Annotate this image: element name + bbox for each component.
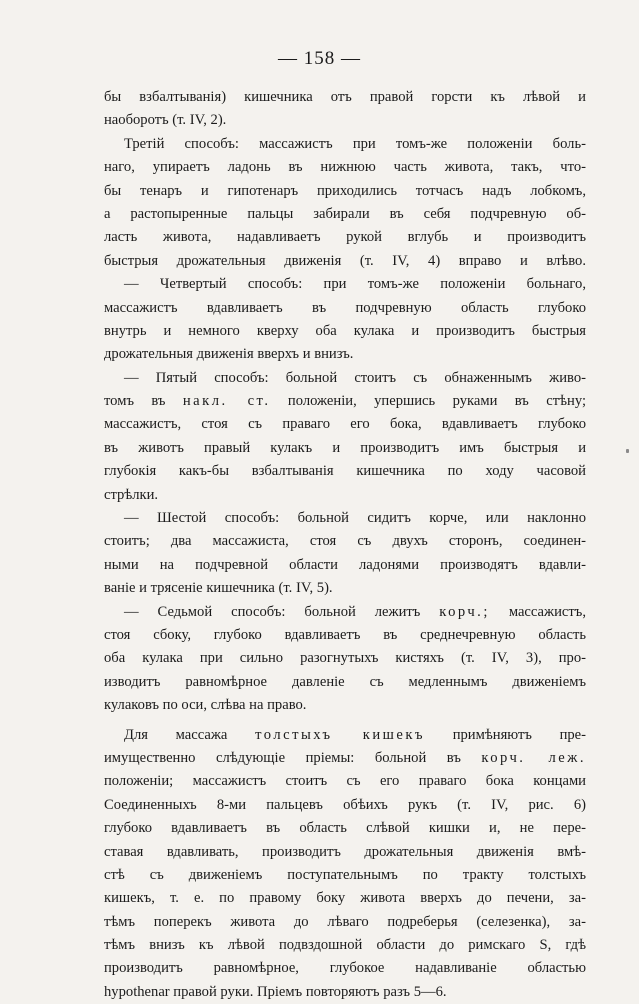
text-line: ваніе и трясеніе кишечника (т. IV, 5). (104, 580, 333, 597)
text-line: — Пятый способъ: больной стоитъ съ обнаженнымъ живо- (124, 369, 586, 386)
text-line: наоборотъ (т. IV, 2). (104, 112, 227, 129)
text-line: ласть живота, надавливаетъ рукой вглубь и производитъ (104, 229, 586, 246)
page-text (104, 86, 586, 1004)
text-line: въ животъ правый кулакъ и производитъ имъ быстрыя и (104, 439, 586, 456)
text-line: изводитъ равномѣрное давленіе съ медленнымъ движеніемъ (104, 673, 586, 690)
text-line: массажистъ вдавливаетъ въ подчревную область глубоко (104, 299, 586, 316)
text-line (104, 724, 586, 747)
spaced-term: корч. леж. (481, 749, 586, 766)
text-line: дрожательныя движенія вверхъ и внизъ. (104, 346, 354, 363)
text-fragment: имущественно слѣдующіе пріемы: больной въ (104, 749, 461, 766)
text-line: стоя сбоку, глубоко вдавливаетъ въ среднечревную область (104, 626, 586, 643)
text-line: — Четвертый способъ: при томъ-же положеніи больнаго, (124, 276, 586, 293)
spaced-term: корч.; (439, 603, 490, 620)
text-line: бы тенаръ и гипотенаръ приходились тотчасъ надъ лобкомъ, (104, 182, 586, 199)
margin-speck (626, 449, 629, 453)
text-line (104, 747, 586, 770)
text-line: бы взбалтыванія) кишечника отъ правой горсти къ лѣвой и (104, 89, 586, 105)
text-fragment: — Седьмой способъ: больной лежитъ (124, 603, 421, 620)
text-line: тѣмъ поперекъ живота до лѣваго подреберья (селезенка), за- (104, 913, 586, 930)
text-line: Третій способъ: массажистъ при томъ-же положеніи боль- (124, 135, 586, 152)
text-line: глубокія какъ-бы взбалтыванія кишечника по ходу часовой (104, 463, 586, 480)
text-fragment: томъ въ (104, 393, 166, 410)
text-fragment: массажистъ, (508, 603, 586, 620)
text-line: стѣ съ движеніемъ поступательнымъ по тракту толстыхъ (104, 866, 586, 883)
text-line: внутрь и немного кверху оба кулака и производитъ быстрыя (104, 322, 586, 339)
text-line: а растопыренные пальцы забирали въ себя подчревную об- (104, 205, 586, 222)
page-number: — 158 — (278, 48, 361, 69)
text-line: стрѣлки. (104, 486, 159, 503)
text-line: оба кулака при сильно разогнутыхъ кистяхъ (т. IV, 3), про- (104, 650, 586, 667)
text-line: тѣмъ внизъ къ лѣвой подвздошной области до римскаго S, гдѣ (104, 937, 586, 954)
spaced-term: толстыхъ кишекъ (255, 726, 426, 743)
text-fragment: Для массажа (124, 726, 228, 743)
text-line: стоитъ; два массажиста, стоя съ двухъ сторонъ, соединен- (104, 533, 586, 550)
text-line: ными на подчревной области ладонями производятъ вдавли- (104, 556, 586, 573)
text-line: производитъ равномѣрное, глубокое надавливаніе областью (104, 960, 586, 977)
text-line: — Шестой способъ: больной сидитъ корче, или наклонно (124, 510, 586, 527)
text-line: ставая вдавливать, производитъ дрожательныя движенія вмѣ- (104, 843, 586, 860)
text-line: кишекъ, т. е. по правому боку живота вверхъ до печени, за- (104, 890, 586, 907)
text-line: положеніи; массажистъ стоитъ съ его праваго бока концами (104, 773, 586, 790)
text-line: массажистъ, стоя съ праваго его бока, вдавливаетъ глубоко (104, 416, 586, 433)
text-fragment: положеніи, упершись руками въ стѣну; (287, 393, 586, 410)
text-line: Соединенныхъ 8-ми пальцевъ обѣихъ рукъ (т. IV, рис. 6) (104, 796, 586, 813)
text-line: наго, упираетъ ладонь въ нижнюю часть живота, такъ, что- (104, 159, 586, 176)
text-line: глубоко вдавливаетъ въ область слѣвой кишки и, не пере- (104, 820, 586, 837)
text-line: кулаковъ по оси, слѣва на право. (104, 697, 307, 714)
text-fragment: примѣняютъ пре- (452, 726, 587, 743)
text-line (104, 390, 586, 413)
text-line: быстрыя дрожательныя движенія (т. IV, 4) вправо и влѣво. (104, 252, 586, 269)
spaced-term: накл. ст. (182, 393, 271, 410)
text-line (104, 601, 586, 624)
text-line: hypothenar правой руки. Пріемъ повторяютъ разъ 5—6. (104, 983, 447, 1000)
